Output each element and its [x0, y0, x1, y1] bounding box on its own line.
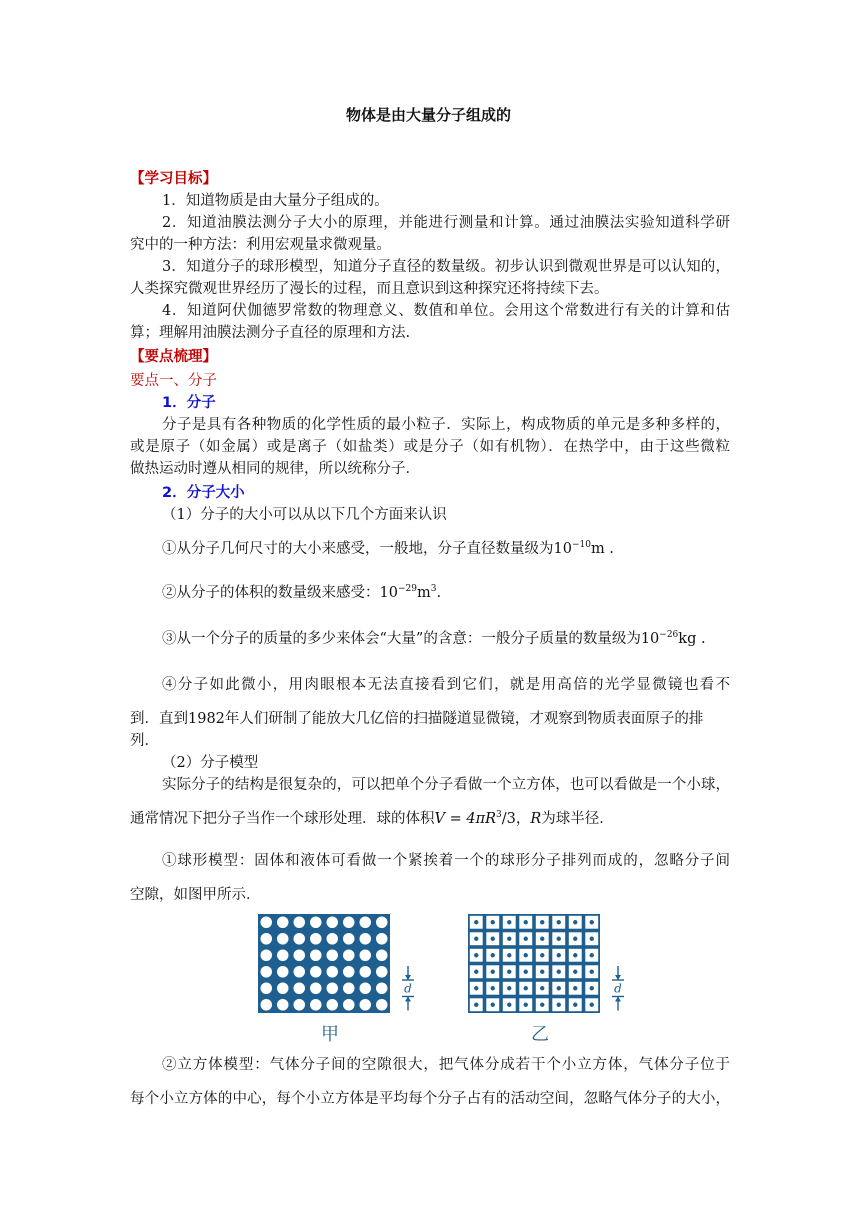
diameter-marker-left — [402, 966, 414, 1011]
sphere-molecule — [276, 982, 289, 995]
gas-molecule — [474, 986, 478, 990]
clue3-unit: kg . — [678, 631, 706, 647]
sphere-molecule — [276, 998, 289, 1011]
gas-molecule — [590, 986, 594, 990]
gas-molecule — [524, 1003, 528, 1007]
sphere-molecule — [309, 949, 322, 962]
point1-heading: 要点一、分子 — [130, 373, 217, 389]
gas-molecule — [491, 953, 495, 957]
diameter-right-arrowhead-bottom — [615, 997, 621, 1002]
clue1-base: 10 — [553, 541, 572, 557]
size-clue-4-line1: ④分子如此微小，用肉眼根本无法直接看到它们，就是用高倍的光学显微镜也看不 — [162, 677, 730, 693]
gas-molecule — [524, 986, 528, 990]
sphere-molecule — [260, 998, 273, 1011]
sphere-molecule — [342, 949, 355, 962]
sphere-molecule — [309, 998, 322, 1011]
sphere-molecule — [359, 998, 372, 1011]
clue2-end: . — [436, 585, 442, 601]
size-intro: （1）分子的大小可以从以下几个方面来认识 — [162, 507, 447, 523]
sphere-molecule — [326, 949, 339, 962]
model-line1: 实际分子的结构是很复杂的，可以把单个分子看做一个立方体，也可以看做是一个小球， — [162, 777, 730, 793]
gas-molecule — [540, 937, 544, 941]
summary-heading: 【要点梳理】 — [130, 349, 217, 365]
gas-molecule — [524, 920, 528, 924]
model-line2 — [130, 810, 614, 828]
gas-molecule — [540, 970, 544, 974]
sphere-molecule — [260, 982, 273, 995]
sub2-heading: 2．分子大小 — [162, 485, 245, 501]
sphere-molecule — [293, 965, 306, 978]
gas-molecule — [491, 986, 495, 990]
sphere-molecule — [293, 932, 306, 945]
clue2-text: ②从分子的体积的数量级来感受： — [162, 585, 380, 601]
gas-molecule — [557, 920, 561, 924]
sphere-molecule — [309, 982, 322, 995]
gas-molecule — [474, 953, 478, 957]
clue2-unit-exp: 3 — [430, 584, 437, 594]
sphere-molecule — [293, 998, 306, 1011]
clue2-unit: m — [416, 585, 431, 601]
objective-3-line2: 人类探究微观世界经历了漫长的过程，而且意识到这种探究还将持续下去。 — [130, 281, 609, 297]
cube-grid-frame — [468, 914, 600, 1013]
sphere-molecule — [326, 965, 339, 978]
sphere-molecule — [309, 916, 322, 929]
sphere-molecule — [276, 949, 289, 962]
gas-molecule — [590, 953, 594, 957]
sphere-molecule — [342, 916, 355, 929]
clue1-text: ①从分子几何尺寸的大小来感受，一般地，分子直径数量级为 — [162, 541, 554, 557]
gas-molecule — [557, 953, 561, 957]
formula-exp: 3 — [496, 810, 502, 820]
gas-molecule — [507, 937, 511, 941]
size-clue-1 — [162, 540, 614, 558]
clue1-unit: m . — [590, 541, 614, 557]
clue2-exp: −29 — [397, 584, 417, 594]
gas-molecule — [573, 970, 577, 974]
sphere-molecule — [260, 932, 273, 945]
gas-molecule — [573, 953, 577, 957]
gas-molecule — [474, 937, 478, 941]
objective-2-line2: 究中的一种方法：利用宏观量求微观量。 — [130, 237, 391, 253]
gas-molecule — [491, 1003, 495, 1007]
gas-molecule — [507, 1003, 511, 1007]
clue3-text: ③从一个分子的质量的多少来体会“大量”的含意：一般分子质量的数量级为 — [162, 631, 641, 647]
gas-molecule — [540, 986, 544, 990]
model-line2-end: 为球半径． — [541, 811, 614, 827]
gas-molecule — [491, 920, 495, 924]
sphere-molecule — [326, 932, 339, 945]
sphere-molecule — [375, 949, 388, 962]
sub1-line1: 分子是具有各种物质的化学性质的最小粒子．实际上，构成物质的单元是多种多样的， — [162, 417, 730, 433]
formula-comma: ， — [515, 811, 531, 827]
sphere-molecule — [375, 916, 388, 929]
gas-molecule — [524, 937, 528, 941]
gas-molecule — [474, 1003, 478, 1007]
gas-molecule — [540, 920, 544, 924]
figure-label-jia: 甲 — [321, 1024, 339, 1045]
sphere-molecule — [326, 916, 339, 929]
diameter-left-label: d — [404, 981, 412, 996]
sphere-molecule — [276, 916, 289, 929]
size-clue-4-line3: 列． — [130, 733, 159, 749]
sphere-molecule — [359, 949, 372, 962]
gas-molecule — [590, 970, 594, 974]
objective-2-line1: 2．知道油膜法测分子大小的原理，并能进行测量和计算。通过油膜法实验知道科学研 — [162, 215, 730, 231]
gas-molecule — [540, 953, 544, 957]
cube-model-diagram — [468, 914, 600, 1013]
radius-symbol: R — [530, 811, 542, 827]
gas-molecule — [557, 1003, 561, 1007]
gas-molecule — [540, 1003, 544, 1007]
sphere-molecule — [359, 982, 372, 995]
sphere-molecule — [375, 932, 388, 945]
clue4-year: 1982 — [188, 711, 225, 727]
sphere-molecule — [375, 982, 388, 995]
sphere-volume-formula: V = 4πR — [434, 811, 497, 827]
gas-molecule — [507, 970, 511, 974]
gas-molecule — [507, 986, 511, 990]
diameter-left-arrowhead-bottom — [405, 997, 411, 1002]
sphere-molecule — [342, 932, 355, 945]
objective-3-line1: 3．知道分子的球形模型，知道分子直径的数量级。初步认识到微观世界是可以认知的， — [162, 259, 730, 275]
gas-molecule — [590, 937, 594, 941]
model-intro: （2）分子模型 — [162, 755, 259, 771]
sphere-molecule — [293, 916, 306, 929]
sphere-model-diagram — [258, 914, 390, 1013]
sub1-line3: 做热运动时遵从相同的规律，所以统称分子． — [130, 461, 420, 477]
figure-label-yi: 乙 — [531, 1024, 549, 1045]
objective-4-line1: 4．知道阿伏伽德罗常数的物理意义、数值和单位。会用这个常数进行有关的计算和估 — [162, 303, 730, 319]
sub1-heading: 1．分子 — [162, 395, 216, 411]
sphere-molecule — [293, 982, 306, 995]
model-line2-text: 通常情况下把分子当作一个球形处理．球的体积 — [130, 811, 435, 827]
sub1-line2: 或是原子（如金属）或是离子（如盐类）或是分子（如有机物）．在热学中，由于这些微粒 — [130, 439, 730, 455]
diameter-right-arrowhead-top — [615, 975, 621, 980]
sphere-model-line1: ①球形模型：固体和液体可看做一个紧挨着一个的球形分子排列而成的，忽略分子间 — [162, 853, 730, 869]
sphere-molecule — [276, 932, 289, 945]
cube-model-line2: 每个小立方体的中心，每个小立方体是平均每个分子占有的活动空间，忽略气体分子的大小， — [130, 1091, 730, 1107]
sphere-molecule — [342, 965, 355, 978]
gas-molecule — [524, 970, 528, 974]
sphere-molecule — [359, 965, 372, 978]
diameter-left-arrowhead-top — [405, 975, 411, 980]
size-clue-2 — [162, 584, 441, 602]
sphere-molecule — [342, 982, 355, 995]
sphere-molecule — [326, 998, 339, 1011]
sphere-molecule — [276, 965, 289, 978]
gas-molecule — [491, 937, 495, 941]
sphere-molecule — [359, 932, 372, 945]
gas-molecule — [573, 1003, 577, 1007]
sphere-molecule — [375, 998, 388, 1011]
gas-molecule — [507, 953, 511, 957]
gas-molecule — [557, 986, 561, 990]
gas-molecule — [573, 920, 577, 924]
molecule-model-figure — [250, 908, 620, 1046]
clue4-post: 年人们研制了能放大几亿倍的扫描隧道显微镜，才观察到物质表面原子的排 — [224, 711, 704, 727]
clue3-base: 10 — [640, 631, 660, 647]
gas-molecule — [557, 970, 561, 974]
sphere-model-line2: 空隙，如图甲所示． — [130, 887, 261, 903]
sphere-molecule — [260, 949, 273, 962]
diameter-right-label: d — [614, 981, 622, 996]
sphere-molecule — [375, 965, 388, 978]
gas-molecule — [590, 1003, 594, 1007]
formula-div: /3 — [501, 811, 516, 827]
clue2-base: 10 — [379, 585, 398, 601]
sphere-molecule — [326, 982, 339, 995]
sphere-molecule — [309, 932, 322, 945]
sphere-molecule — [359, 916, 372, 929]
sphere-molecule — [260, 916, 273, 929]
gas-molecule — [507, 920, 511, 924]
clue3-exp: −26 — [659, 630, 679, 640]
gas-molecule — [491, 970, 495, 974]
gas-molecule — [524, 953, 528, 957]
gas-molecule — [573, 937, 577, 941]
clue4-pre: 到．直到 — [130, 711, 188, 727]
page-title: 物体是由大量分子组成的 — [346, 106, 512, 124]
gas-molecule — [474, 970, 478, 974]
objective-4-line2: 算；理解用油膜法测分子直径的原理和方法. — [130, 325, 411, 341]
sphere-molecule — [309, 965, 322, 978]
gas-molecule — [474, 920, 478, 924]
gas-molecule — [573, 986, 577, 990]
gas-molecule — [590, 920, 594, 924]
gas-molecule — [557, 937, 561, 941]
sphere-molecule — [260, 965, 273, 978]
sphere-grid-frame — [258, 914, 390, 1013]
objectives-heading: 【学习目标】 — [130, 171, 217, 187]
size-clue-4-line2 — [130, 710, 703, 728]
sphere-molecule — [342, 998, 355, 1011]
size-clue-3 — [162, 630, 706, 648]
objective-1: 1．知道物质是由大量分子组成的。 — [162, 193, 389, 209]
clue1-exp: −10 — [571, 540, 591, 550]
diameter-marker-right — [612, 966, 624, 1011]
sphere-molecule — [293, 949, 306, 962]
cube-model-line1: ②立方体模型：气体分子间的空隙很大，把气体分成若干个小立方体，气体分子位于 — [162, 1057, 730, 1073]
